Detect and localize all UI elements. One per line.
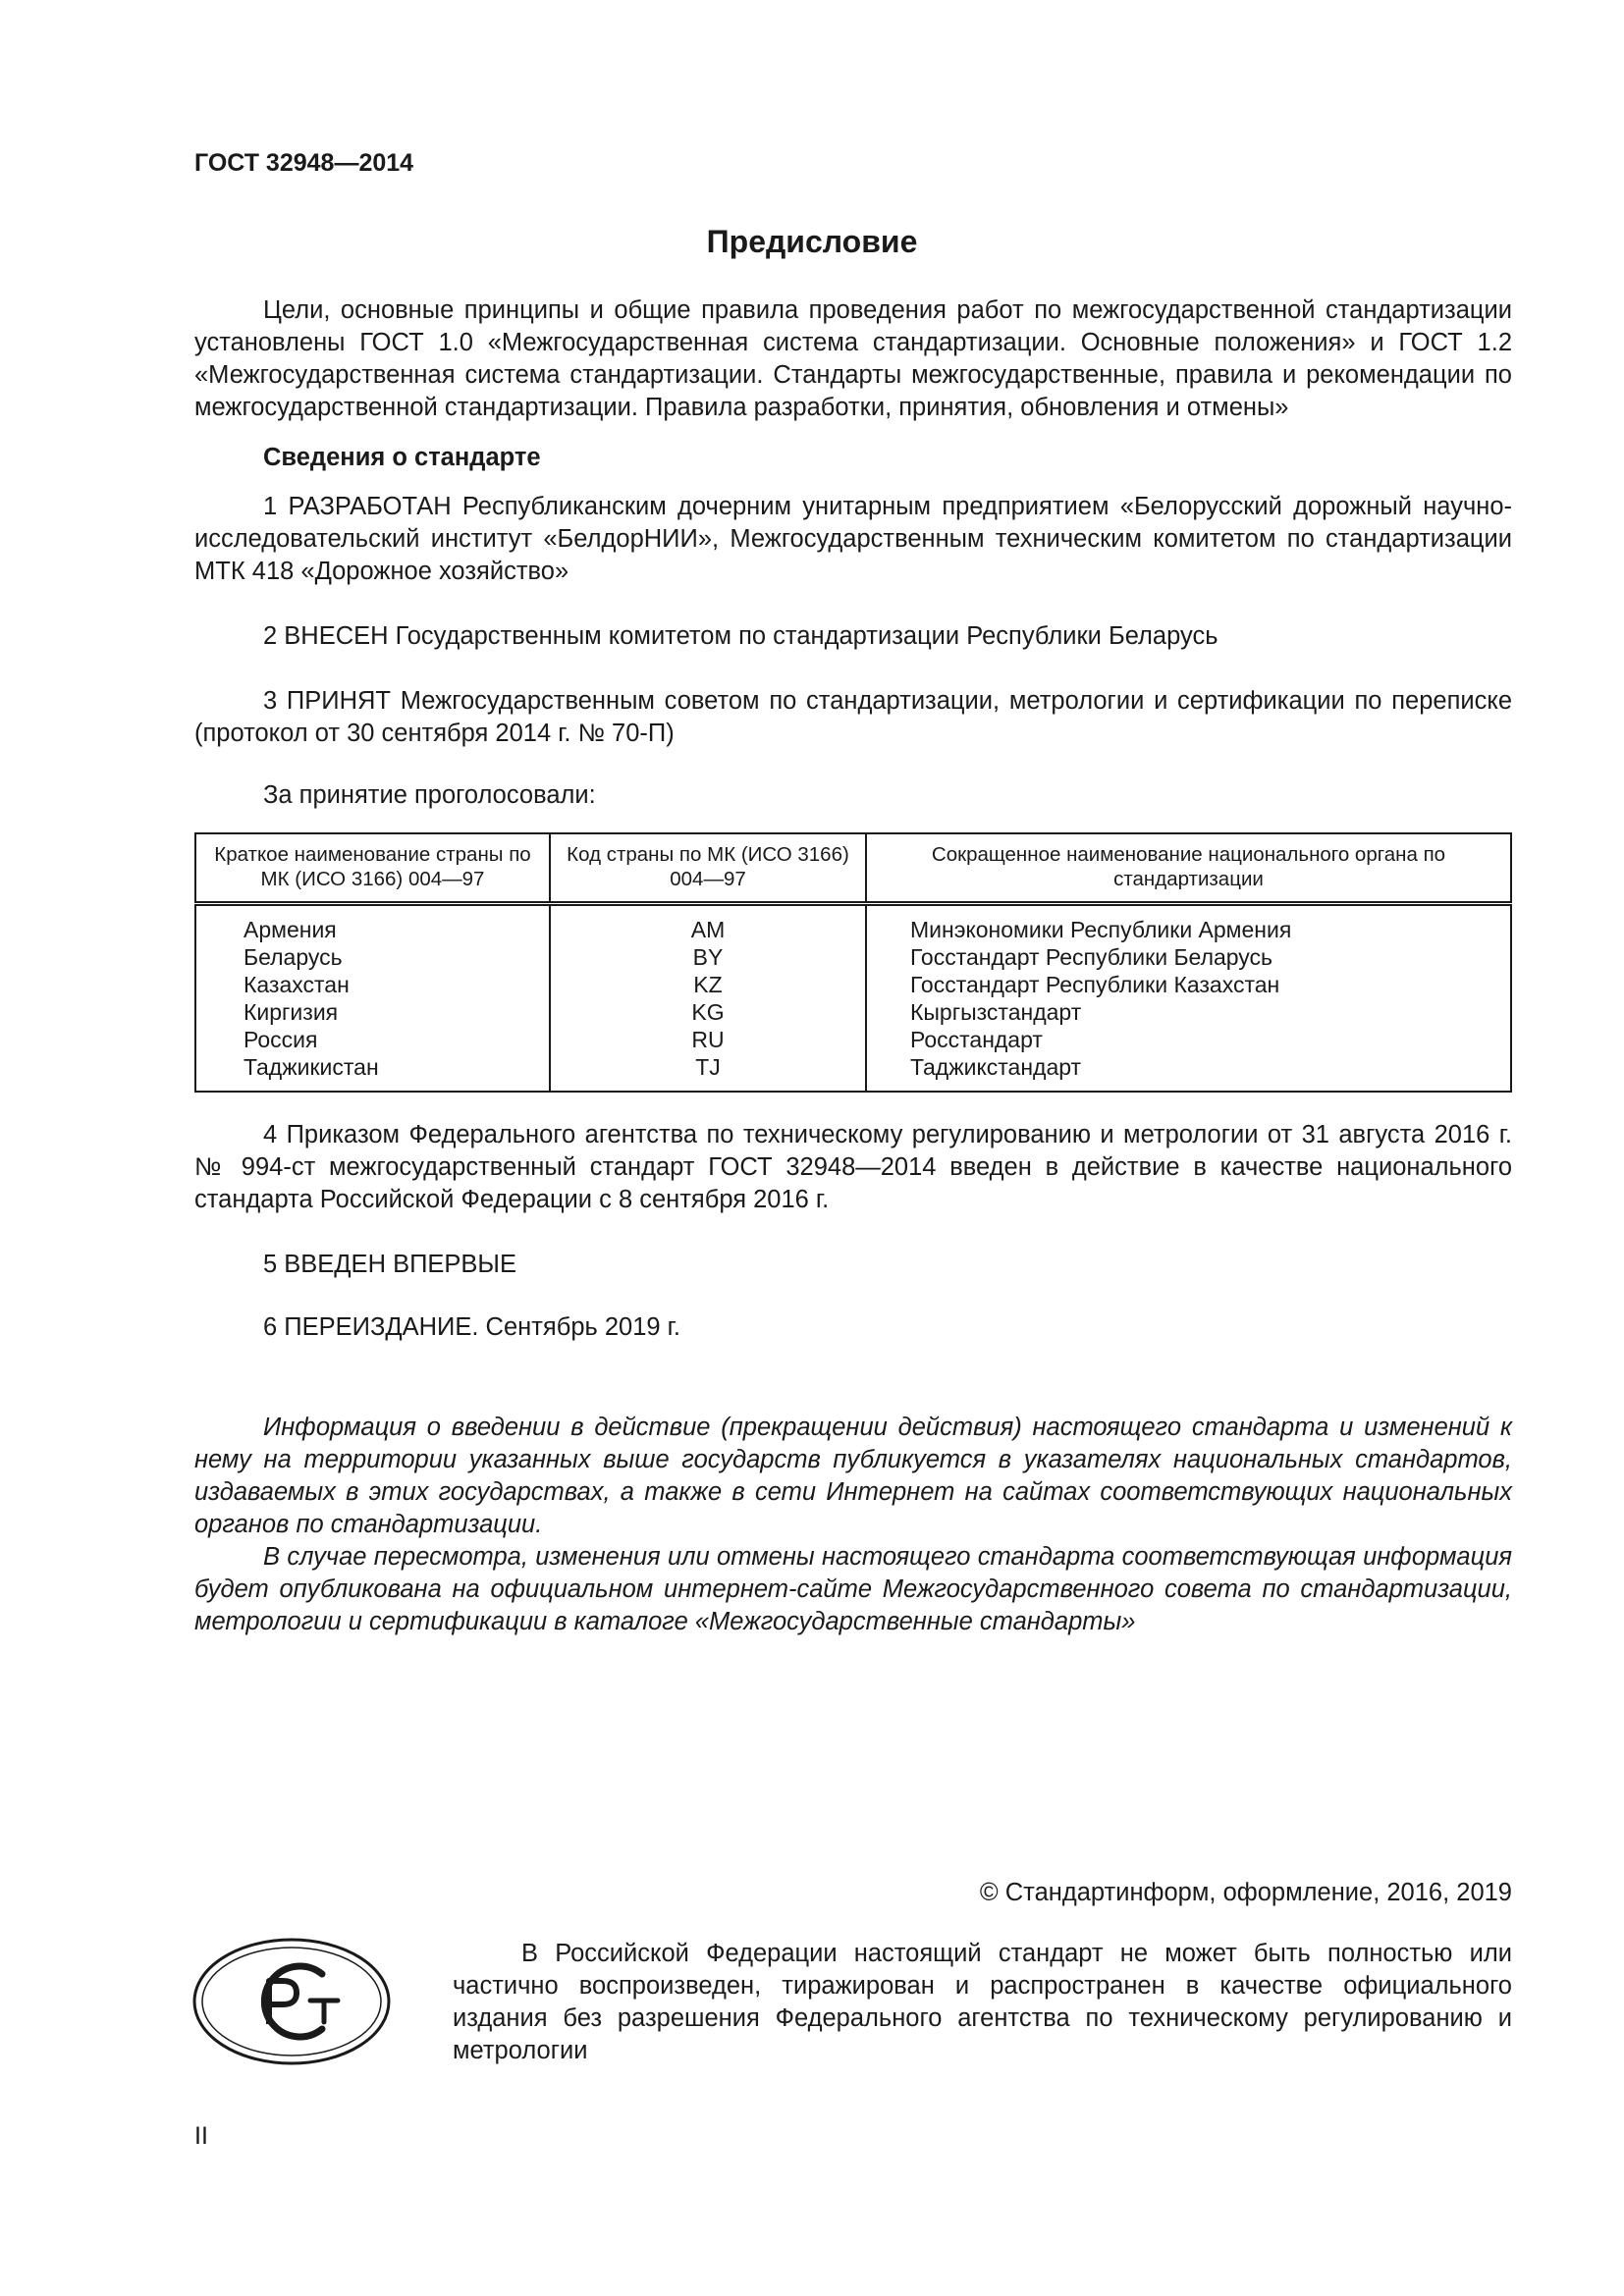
code-cell: AM [550, 904, 866, 944]
rst-logo [192, 1938, 391, 2065]
code-cell: TJ [550, 1053, 866, 1092]
voting-table [194, 832, 1512, 1093]
item-2-submitted: 2 ВНЕСЕН Государственным комитетом по стандартизации Республики Беларусь [263, 622, 1218, 650]
header-country: Краткое наименование страны по МК (ИСО 3166) 004—97 [195, 833, 550, 904]
country-cell: Армения [195, 904, 550, 944]
org-cell: Госстандарт Республики Беларусь [866, 943, 1511, 971]
page-number: II [194, 2122, 208, 2150]
notice-paragraph-1: Информация о введении в действие (прекращении действия) настоящего стандарта и изменений к нему на территории указанных выше государств публикуется в указателях национальных стандартов, издаваемых в этих государствах, а также в сети Интернет на сайтах соответствующих национальных органов по стандартизации. [194, 1414, 1512, 1538]
item-5-first-introduced: 5 ВВЕДЕН ВПЕРВЫЕ [263, 1251, 517, 1278]
page-title: Предисловие [706, 224, 918, 259]
rst-mark-icon [192, 1938, 391, 2065]
item-3-adopted: 3 ПРИНЯТ Межгосударственным советом по стандартизации, метрологии и сертификации по переписке (протокол от 30 сентября 2014 г. № 70-П) [194, 687, 1512, 747]
item-1-developed: 1 РАЗРАБОТАН Республиканским дочерним унитарным предприятием «Белорусский дорожный научно-исследовательский институт «БелдорНИИ», Межгосударственным техническим комитетом по стандартизации МТК 418 «Дорожное хозяйство» [194, 493, 1512, 585]
country-cell: Беларусь [195, 943, 550, 971]
country-cell: Казахстан [195, 971, 550, 998]
document-code: ГОСТ 32948—2014 [194, 149, 414, 177]
table-row [195, 971, 1511, 998]
table-row [195, 1026, 1511, 1053]
country-cell: Киргизия [195, 998, 550, 1026]
org-cell: Таджикстандарт [866, 1053, 1511, 1092]
country-cell: Россия [195, 1026, 550, 1053]
header-org: Сокращенное наименование национального органа по стандартизации [866, 833, 1511, 904]
org-cell: Минэкономики Республики Армения [866, 904, 1511, 944]
table-row [195, 943, 1511, 971]
intro-paragraph: Цели, основные принципы и общие правила проведения работ по межгосударственной стандартизации установлены ГОСТ 1.0 «Межгосударственная система стандартизации. Основные положения» и ГОСТ 1.2 «Межгосударственная система стандартизации. Стандарты межгосударственные, правила и рекомендации по межгосударственной стандартизации. Правила разработки, принятия, обновления и отмены» [194, 296, 1512, 421]
voted-label: За принятие проголосовали: [263, 781, 596, 809]
code-cell: BY [550, 943, 866, 971]
org-cell: Росстандарт [866, 1026, 1511, 1053]
copyright-line: © Стандартинформ, оформление, 2016, 2019 [979, 1879, 1512, 1906]
table-row [195, 1053, 1511, 1092]
item-4-order: 4 Приказом Федерального агентства по техническому регулированию и метрологии от 31 августа 2016 г. № 994-ст межгосударственный стандарт ГОСТ 32948—2014 введен в действие в качестве национального стандарта Российской Федерации с 8 сентября 2016 г. [194, 1121, 1512, 1213]
notice-paragraph-2: В случае пересмотра, изменения или отмены настоящего стандарта соответствующая информация будет опубликована на официальном интернет-сайте Межгосударственного совета по стандартизации, метрологии и сертификации в каталоге «Межгосударственные стандарты» [194, 1543, 1512, 1635]
code-cell: KG [550, 998, 866, 1026]
code-cell: RU [550, 1026, 866, 1053]
org-cell: Кыргызстандарт [866, 998, 1511, 1026]
table-row [195, 998, 1511, 1026]
table-row [195, 904, 1511, 944]
header-code: Код страны по МК (ИСО 3166) 004—97 [550, 833, 866, 904]
legal-notice: В Российской Федерации настоящий стандарт не может быть полностью или частично воспроизведен, тиражирован и распространен в качестве официального издания без разрешения Федерального агентства по техническому регулированию и метрологии [453, 1940, 1512, 2064]
table-header-row [195, 833, 1511, 904]
code-cell: KZ [550, 971, 866, 998]
country-cell: Таджикистан [195, 1053, 550, 1092]
item-6-reissue: 6 ПЕРЕИЗДАНИЕ. Сентябрь 2019 г. [263, 1313, 680, 1341]
info-heading: Сведения о стандарте [263, 444, 541, 471]
org-cell: Госстандарт Республики Казахстан [866, 971, 1511, 998]
